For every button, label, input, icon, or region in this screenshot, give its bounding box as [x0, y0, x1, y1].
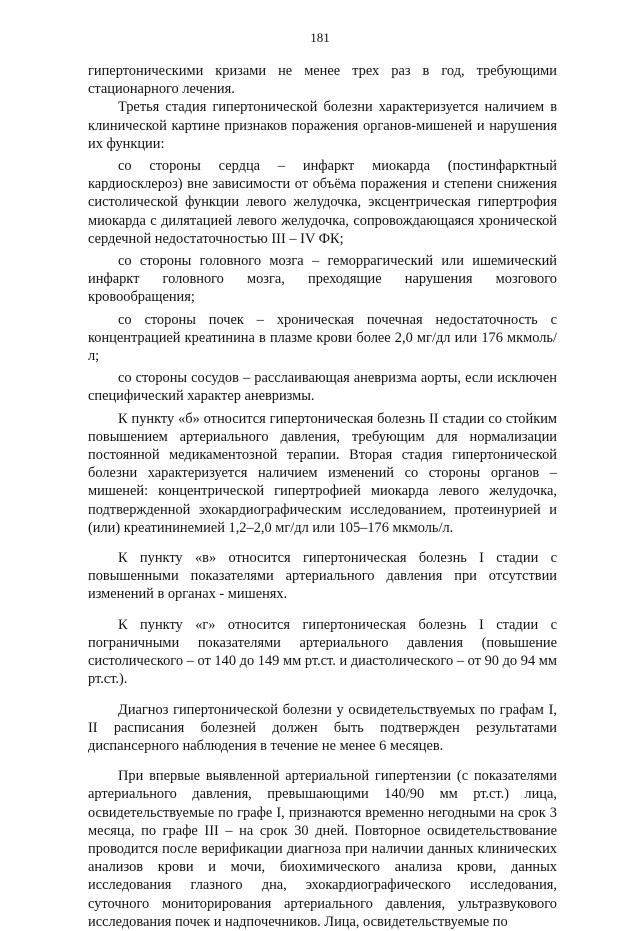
body-text — [88, 62, 557, 931]
paragraph-first-detected: При впервые выявленной артериальной гипертензии (с показателями артериального давления, превышающими 140/90 мм рт.ст.) лица, освидетельствуемые по графе I, признаются временно негодными на срок 3 месяца, по графе III – на срок 30 дней. Повторное освидетельствование проводится после верификации диагноза при наличии данных клинических анализов крови и мочи, биохимического анализа крови, данных исследования глазного дна, эхокардиографического исследования, суточного мониторирования артериального давления, ультразвукового исследования почек и надпочечников. Лица, освидетельствуемые по — [88, 768, 557, 930]
paragraph-item-g: К пункту «г» относится гипертоническая болезнь I стадии с пограничными показателями артериального давления (повышение систолического – от 140 до 149 мм рт.ст. и диастолического – от 90 до 94 мм рт.ст.). — [88, 616, 557, 688]
paragraph-heart: со стороны сердца – инфаркт миокарда (постинфарктный кардиосклероз) вне зависимости от объёма поражения и степени снижения систолической функции левого желудочка, эксцентрическая гипертрофия миокарда с дилятацией левого желудочка, сопровождающаяся хронической сердечной недостаточностью III – IV ФК; — [88, 158, 557, 247]
paragraph-continuation: гипертоническими кризами не менее трех раз в год, требующими стационарного лечения. — [88, 63, 557, 98]
paragraph-diagnosis: Диагноз гипертонической болезни у освидетельствуемых по графам I, II расписания болезней должен быть подтвержден результатами диспансерного наблюдения в течение не менее 6 месяцев. — [88, 701, 557, 754]
paragraph-third-stage: Третья стадия гипертонической болезни характеризуется наличием в клинической картине признаков поражения органов-мишеней и нарушения их функции: — [88, 99, 557, 152]
paragraph-item-v: К пункту «в» относится гипертоническая болезнь I стадии с повышенными показателями артериального давления при отсутствии изменений в органах - мишенях. — [88, 550, 557, 603]
page-number: 181 — [310, 30, 330, 45]
paragraph-kidneys: со стороны почек – хроническая почечная недостаточность с концентрацией креатинина в плазме крови более 2,0 мг/дл или 176 мкмоль/л; — [88, 311, 557, 365]
paragraph-brain: со стороны головного мозга – геморрагический или ишемический инфаркт головного мозга, преходящие нарушения мозгового кровообращения; — [88, 253, 557, 306]
paragraph-vessels: со стороны сосудов – расслаивающая аневризма аорты, если исключен специфический характер аневризмы. — [88, 370, 557, 405]
paragraph-item-b: К пункту «б» относится гипертоническая болезнь II стадии со стойким повышением артериального давления, требующим для нормализации постоянной медикаментозной терапии. Вторая стадия гипертонической болезни характеризуется наличием изменений со стороны органов – мишеней: концентрической гипертрофией миокарда левого желудочка, подтвержденной эхокардиографическим исследованием, протеинурией и (или) креатининемией 1,2–2,0 мг/дл или 105–176 мкмоль/л. — [88, 410, 557, 536]
